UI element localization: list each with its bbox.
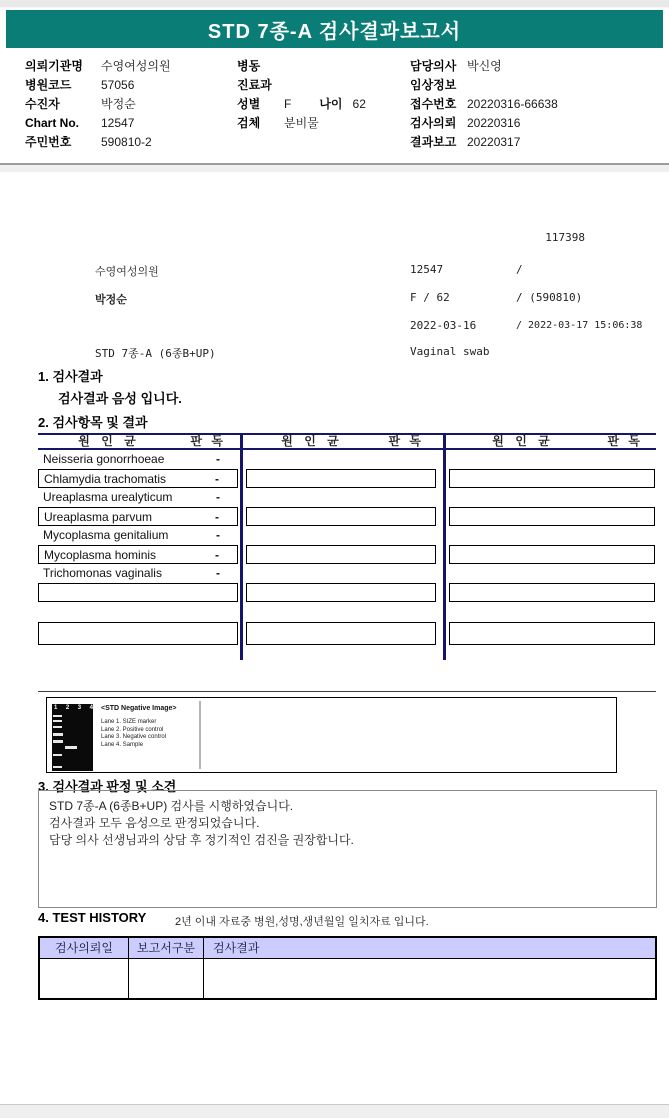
result-row [38, 545, 238, 564]
field-row [25, 57, 171, 76]
result-row-empty [246, 545, 436, 564]
field-row [410, 76, 558, 95]
result-value: - [216, 566, 220, 580]
field-row [410, 57, 558, 76]
lane-description: Lane 4. Sample [101, 741, 144, 748]
field-row [410, 133, 558, 152]
gel-band [53, 733, 63, 736]
gel-band [53, 740, 63, 743]
lane-description: Lane 1. SIZE marker [101, 719, 157, 725]
result-row-empty [246, 507, 436, 526]
lane-number: 3 [77, 705, 82, 711]
report-serial: 117398 [545, 231, 585, 244]
field-row [410, 95, 558, 114]
field-value: 20220316-66638 [467, 97, 558, 111]
gel-band [53, 726, 62, 728]
result-row-empty [449, 622, 655, 645]
opinion-text [49, 798, 354, 849]
results-table-divider-2 [443, 433, 446, 660]
gel-panel-divider [199, 701, 201, 769]
result-row [38, 507, 238, 526]
report-title-bar [6, 10, 663, 48]
column-header-organism: 원 인 균 [492, 434, 554, 448]
field-label: Chart No. [25, 116, 79, 130]
field-row [237, 76, 366, 95]
gel-lane-legend [101, 719, 166, 749]
section1-heading: 1. 검사결과 [38, 369, 103, 384]
results-group-3 [449, 433, 655, 623]
field-value: 박신영 [467, 59, 502, 73]
result-row [38, 564, 238, 583]
field-label: 결과보고 [410, 135, 457, 149]
result-row-empty [449, 507, 655, 526]
section2-heading: 2. 검사항목 및 결과 [38, 415, 148, 430]
history-note: 2년 이내 자료중 병원,성명,생년월일 일치자료 입니다. [175, 916, 429, 928]
gel-lane-numbers [54, 705, 93, 711]
field-row [25, 133, 171, 152]
result-row-empty [449, 564, 655, 583]
patient-header-left [25, 57, 171, 152]
field-value: 12547 [101, 116, 135, 130]
opinion-line: 담당 의사 선생님과의 상담 후 정기적인 검진을 권장합니다. [49, 833, 354, 847]
gel-caption: <STD Negative Image> [101, 705, 177, 712]
result-row-empty [449, 545, 655, 564]
field-label: 수진자 [25, 97, 60, 111]
gel-section-rule [38, 691, 656, 692]
report-birth: / (590810) [516, 291, 583, 304]
result-row-empty [246, 469, 436, 488]
field-row [237, 114, 366, 133]
history-cell-empty [204, 959, 655, 998]
field-value: 62 [352, 97, 366, 111]
result-row-empty [246, 450, 436, 469]
result-value: - [216, 528, 220, 542]
result-row-empty [38, 622, 238, 645]
gel-image-panel [46, 697, 617, 773]
result-row-empty [246, 526, 436, 545]
report-slash: / [516, 263, 523, 276]
history-column-header: 보고서구분 [129, 938, 204, 958]
section4-heading: 4. TEST HISTORY [38, 910, 147, 925]
history-header-row [40, 938, 655, 959]
results-header-row [246, 433, 436, 450]
organism-name: Neisseria gonorrhoeae [43, 452, 165, 466]
field-label: 의뢰기관명 [25, 59, 83, 73]
window-bottom-strip [0, 1104, 669, 1118]
result-row-empty [449, 583, 655, 602]
section1-result-text: 검사결과 음성 입니다. [58, 391, 182, 406]
organism-name: Chlamydia trachomatis [44, 472, 167, 486]
history-body-row [40, 959, 655, 998]
field-label: 병동 [237, 59, 261, 73]
field-value: F [284, 97, 292, 111]
history-column-header: 검사의뢰일 [40, 938, 129, 958]
opinion-line: 검사결과 모두 음성으로 판정되었습니다. [49, 816, 260, 830]
field-label: 나이 [319, 97, 343, 111]
result-value: - [216, 452, 220, 466]
opinion-line: STD 7종-A (6종B+UP) 검사를 시행하였습니다. [49, 799, 294, 813]
field-label: 담당의사 [410, 59, 457, 73]
result-value: - [215, 472, 219, 486]
column-header-organism: 원 인 균 [281, 434, 343, 448]
gel-band [53, 720, 62, 722]
gel-band [65, 746, 77, 749]
field-row [25, 76, 171, 95]
field-label: 진료과 [237, 78, 272, 92]
report-specimen: Vaginal swab [410, 345, 490, 358]
field-label: 성별 [237, 97, 261, 111]
result-row [38, 526, 238, 545]
column-header-reading: 판 독 [607, 434, 643, 448]
opinion-box [38, 790, 657, 908]
report-datetime: / 2022-03-17 15:06:38 [516, 320, 643, 331]
organism-name: Ureaplasma urealyticum [43, 490, 173, 504]
section3-heading: 3. 검사결과 판정 및 소견 [38, 779, 177, 794]
history-cell-empty [129, 959, 204, 998]
report-chart-no: 12547 [410, 263, 444, 276]
field-value: 57056 [101, 78, 135, 92]
gel-electrophoresis-image [52, 704, 93, 771]
result-row-empty [449, 488, 655, 507]
result-row-empty [38, 583, 238, 602]
field-row [25, 114, 171, 133]
lane-number: 1 [54, 705, 58, 711]
lane-number: 4 [89, 705, 93, 711]
field-value: 박정순 [101, 97, 136, 111]
column-header-organism: 원 인 균 [78, 434, 140, 448]
result-row-empty [246, 622, 436, 645]
result-row-empty [246, 583, 436, 602]
report-sex-age: F / 62 [410, 291, 450, 304]
field-value: 20220317 [467, 135, 521, 149]
window-top-strip [0, 0, 669, 8]
result-row-empty [246, 488, 436, 507]
test-history-table [38, 936, 657, 1000]
field-value: 20220316 [467, 116, 521, 130]
field-value: 수영여성의원 [101, 59, 171, 73]
field-value: 분비물 [284, 116, 319, 130]
report-patient-name: 박정순 [95, 293, 127, 306]
column-header-reading: 판 독 [190, 434, 226, 448]
result-row [38, 469, 238, 488]
field-row [237, 95, 366, 114]
result-row-empty [449, 450, 655, 469]
results-header-row [449, 433, 655, 450]
gel-band [53, 715, 62, 717]
field-label: 검체 [237, 116, 261, 130]
page-title: STD 7종-A 검사결과보고서 [207, 20, 462, 43]
lane-description: Lane 3. Negative control [101, 734, 167, 740]
organism-name: Mycoplasma hominis [44, 548, 157, 562]
history-cell-empty [40, 959, 129, 998]
result-row [38, 488, 238, 507]
result-value: - [215, 548, 219, 562]
field-label: 접수번호 [410, 97, 457, 111]
result-value: - [215, 510, 219, 524]
field-label: 검사의뢰 [410, 116, 457, 130]
organism-name: Trichomonas vaginalis [43, 566, 162, 580]
report-request-date: 2022-03-16 [410, 319, 477, 332]
field-row [410, 114, 558, 133]
patient-header-right [410, 57, 558, 152]
results-group-2 [246, 433, 436, 623]
gel-band [53, 754, 62, 756]
organism-name: Mycoplasma genitalium [43, 528, 169, 542]
result-row [38, 450, 238, 469]
result-row-empty [449, 469, 655, 488]
results-header-row [38, 433, 238, 450]
patient-header-middle [237, 57, 366, 133]
gel-band [53, 766, 62, 768]
field-row [237, 57, 366, 76]
report-test-name: STD 7종-A (6종B+UP) [95, 347, 216, 360]
result-row-empty [449, 526, 655, 545]
lane-number: 2 [65, 705, 70, 711]
column-header-reading: 판 독 [388, 434, 424, 448]
field-label: 임상정보 [410, 78, 457, 92]
field-label: 병원코드 [25, 78, 72, 92]
result-row-empty [246, 564, 436, 583]
report-hospital: 수영여성의원 [95, 265, 159, 278]
results-group-1 [38, 433, 238, 623]
result-value: - [216, 490, 220, 504]
field-value: 590810-2 [101, 135, 152, 149]
history-column-header: 검사결과 [213, 941, 260, 955]
organism-name: Ureaplasma parvum [44, 510, 153, 524]
lane-description: Lane 2. Positive control [101, 726, 164, 733]
results-table-divider-1 [240, 433, 243, 660]
field-label: 주민번호 [25, 135, 72, 149]
header-divider-band [0, 165, 669, 172]
field-row [25, 95, 171, 114]
